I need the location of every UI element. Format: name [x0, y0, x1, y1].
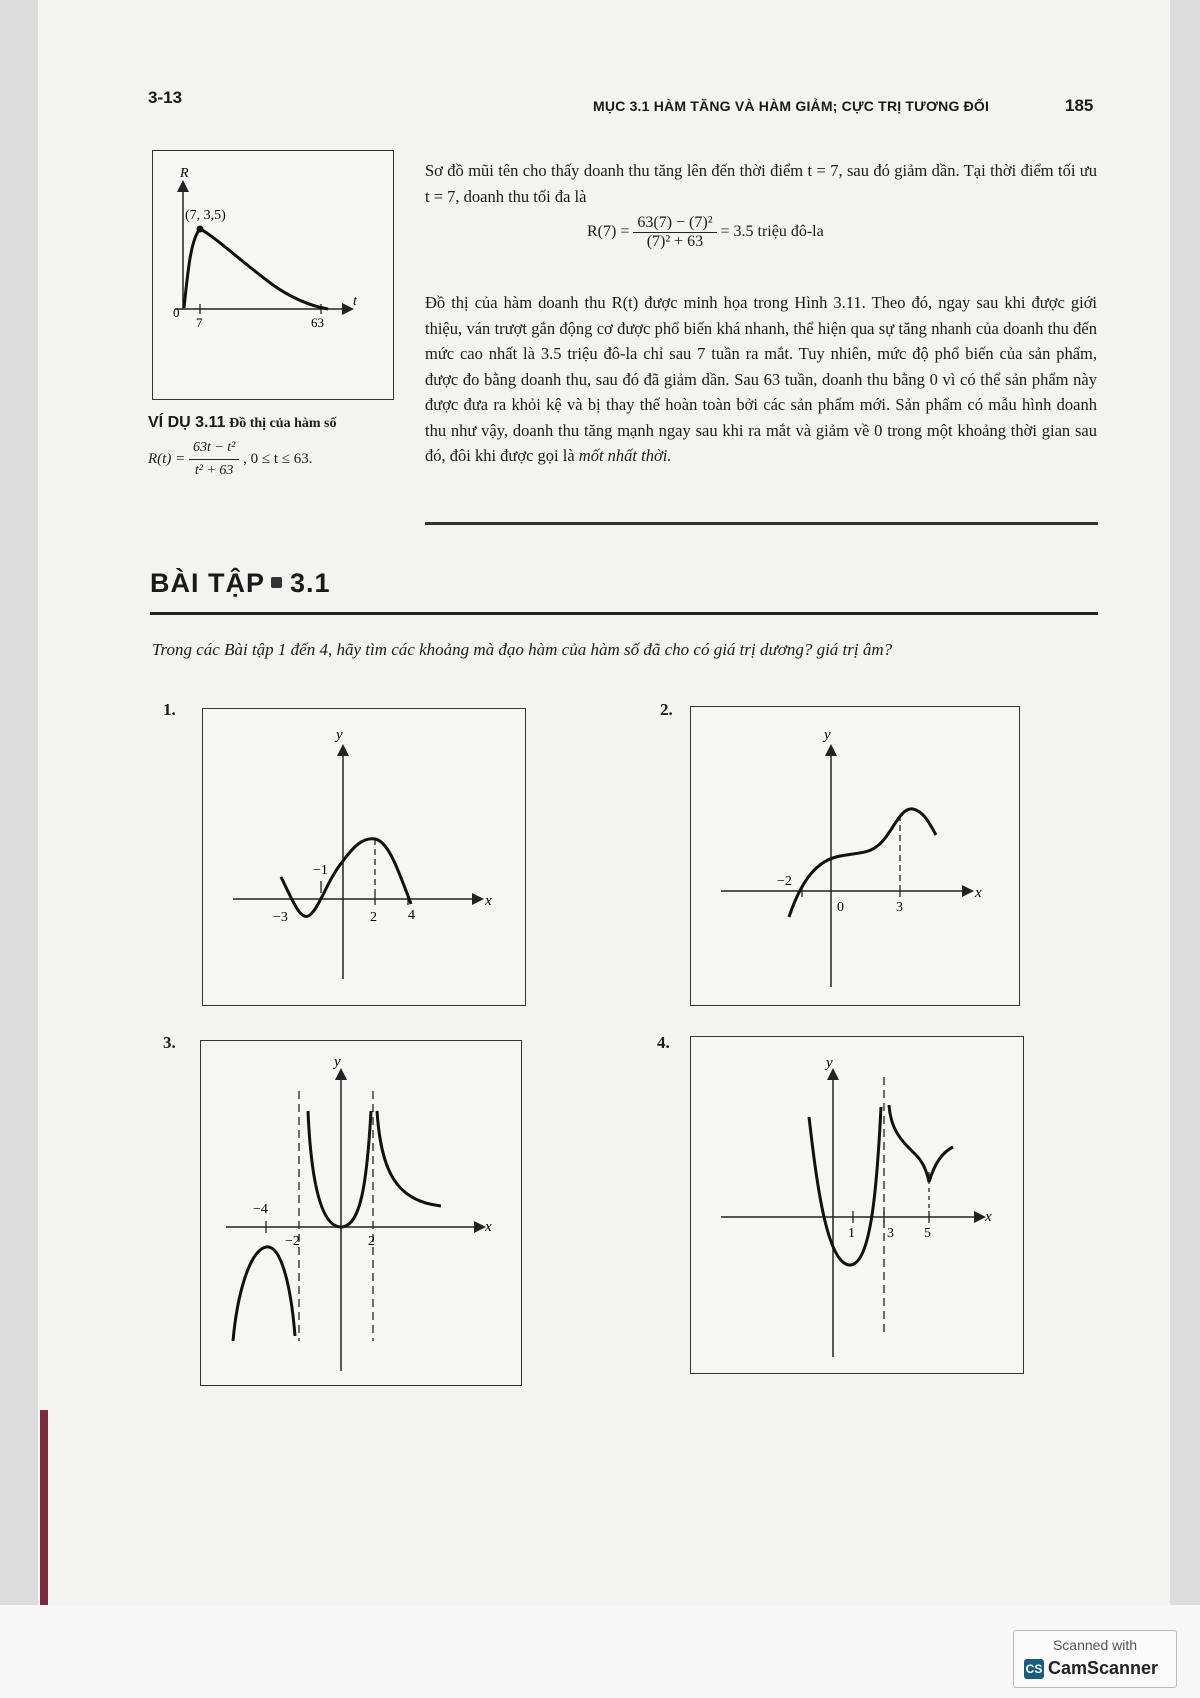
exercise-2-graph	[690, 706, 1020, 1006]
square-bullet-icon	[271, 577, 282, 588]
revenue-graph	[153, 151, 393, 399]
caption-func-domain: , 0 ≤ t ≤ 63.	[243, 450, 313, 467]
ex4-right-branch	[889, 1105, 953, 1182]
ex2-label-0: 0	[837, 900, 844, 915]
equation-denominator: (7)² + 63	[646, 233, 704, 250]
ex4-left-branch	[809, 1107, 881, 1265]
section-title-text: BÀI TẬP	[150, 568, 265, 598]
exercise-1-number: 1.	[163, 700, 176, 719]
caption-func-lhs: R(t) =	[148, 450, 186, 467]
ex1-label-m1: −1	[313, 863, 328, 878]
caption-func-numerator: 63t − t²	[189, 437, 239, 460]
ex2-y-label: y	[824, 727, 831, 743]
camscanner-logo-icon: CS	[1024, 1659, 1044, 1679]
origin-label: 0	[173, 305, 180, 320]
figure-caption	[148, 412, 398, 482]
ex2-x-label: x	[975, 885, 982, 901]
ex1-label-4: 4	[408, 908, 415, 923]
ex1-curve	[281, 839, 411, 917]
ex3-label-m4: −4	[253, 1202, 268, 1217]
ex3-y-label: y	[334, 1054, 341, 1070]
exercise-3-graph	[200, 1040, 522, 1386]
section-number: 3.1	[290, 568, 331, 598]
ex1-y-label: y	[336, 727, 343, 743]
ex2-label-3: 3	[896, 900, 903, 915]
section-rule	[150, 612, 1098, 615]
caption-func-denominator: t² + 63	[194, 463, 234, 478]
ex1-label-m3: −3	[273, 910, 288, 925]
exercise-2-number: 2.	[660, 700, 673, 719]
paragraph-2	[425, 290, 1097, 469]
revenue-curve	[184, 229, 328, 309]
tick-7-label: 7	[196, 315, 203, 330]
ex3-x-label: x	[485, 1219, 492, 1235]
ex4-y-label: y	[826, 1055, 833, 1071]
ex4-label-3: 3	[887, 1226, 894, 1241]
ex3-left-branch	[233, 1247, 295, 1341]
revenue-figure	[152, 150, 394, 400]
paragraph-2-term: mốt nhất thời.	[578, 446, 672, 465]
ex3-label-2: 2	[368, 1234, 375, 1249]
ex4-label-5: 5	[924, 1226, 931, 1241]
divider	[425, 522, 1098, 525]
equation-rhs: = 3.5 triệu đô-la	[720, 223, 824, 241]
peak-point	[197, 226, 204, 233]
running-header: MỤC 3.1 HÀM TĂNG VÀ HÀM GIẢM; CỰC TRỊ TƯƠNG ĐỐI	[593, 98, 990, 114]
ex2-curve	[789, 809, 936, 917]
page-number: 185	[1065, 96, 1094, 115]
peak-label: (7, 3,5)	[185, 208, 226, 223]
exercise-4-number: 4.	[657, 1033, 670, 1052]
exercise-instruction: Trong các Bài tập 1 đến 4, hãy tìm các khoảng mà đạo hàm của hàm số đã cho có giá trị dương? giá trị âm?	[152, 640, 893, 659]
ex3-label-m2: −2	[285, 1234, 300, 1249]
exercise-section-title	[150, 568, 331, 599]
ex3-right-branch	[377, 1111, 441, 1206]
camscanner-watermark	[1013, 1630, 1177, 1688]
paragraph-1: Sơ đồ mũi tên cho thấy doanh thu tăng lên đến thời điểm t = 7, sau đó giảm dần. Tại thời điểm tối ưu t = 7, doanh thu tối đa là	[425, 161, 1097, 206]
chapter-code: 3-13	[148, 88, 183, 107]
revenue-equation	[587, 214, 824, 251]
exercise-1-graph	[202, 708, 526, 1006]
ex3-middle-branch	[308, 1111, 371, 1227]
ex4-label-1: 1	[848, 1226, 855, 1241]
exercise-3-number: 3.	[163, 1033, 176, 1052]
tick-63-label: 63	[311, 315, 324, 330]
ex4-x-label: x	[985, 1209, 992, 1225]
r-axis-label: R	[180, 166, 189, 181]
ex2-label-m2: −2	[777, 874, 792, 889]
watermark-brand: CamScanner	[1048, 1658, 1159, 1678]
exercise-4-graph	[690, 1036, 1024, 1374]
equation-numerator: 63(7) − (7)²	[633, 214, 716, 233]
equation-lhs: R(7) =	[587, 223, 630, 241]
watermark-line1: Scanned with	[1052, 1637, 1138, 1653]
caption-text: Đồ thị của hàm số	[229, 416, 337, 431]
example-label: VÍ DỤ 3.11	[148, 414, 226, 431]
ex1-x-label: x	[485, 893, 492, 909]
book-spine-edge	[40, 1410, 48, 1605]
ex1-label-2: 2	[370, 910, 377, 925]
paragraph-2-text: Đồ thị của hàm doanh thu R(t) được minh họa trong Hình 3.11. Theo đó, ngay sau khi được giới thiệu, ván trượt gắn động cơ được phổ biến khá nhanh, thể hiện qua sự tăng nhanh của doanh thu đến mức cao nhất là 3.5 triệu đô-la chỉ sau 7 tuần ra mắt. Tuy nhiên, mức độ phổ biến của sản phẩm, được đo bằng doanh thu, sau đó đã giảm dần. Sau 63 tuần, doanh thu bằng 0 vì có thể sản phẩm này được đưa ra khỏi kệ và bị thay thế hoàn toàn bởi các sản phẩm mới. Sản phẩm có mẫu hình doanh thu như vậy, doanh thu tăng mạnh ngay sau khi ra mắt và giảm về 0 trong một khoảng thời gian sau đó, đôi khi được gọi là	[425, 293, 1097, 465]
t-axis-label: t	[353, 294, 357, 309]
